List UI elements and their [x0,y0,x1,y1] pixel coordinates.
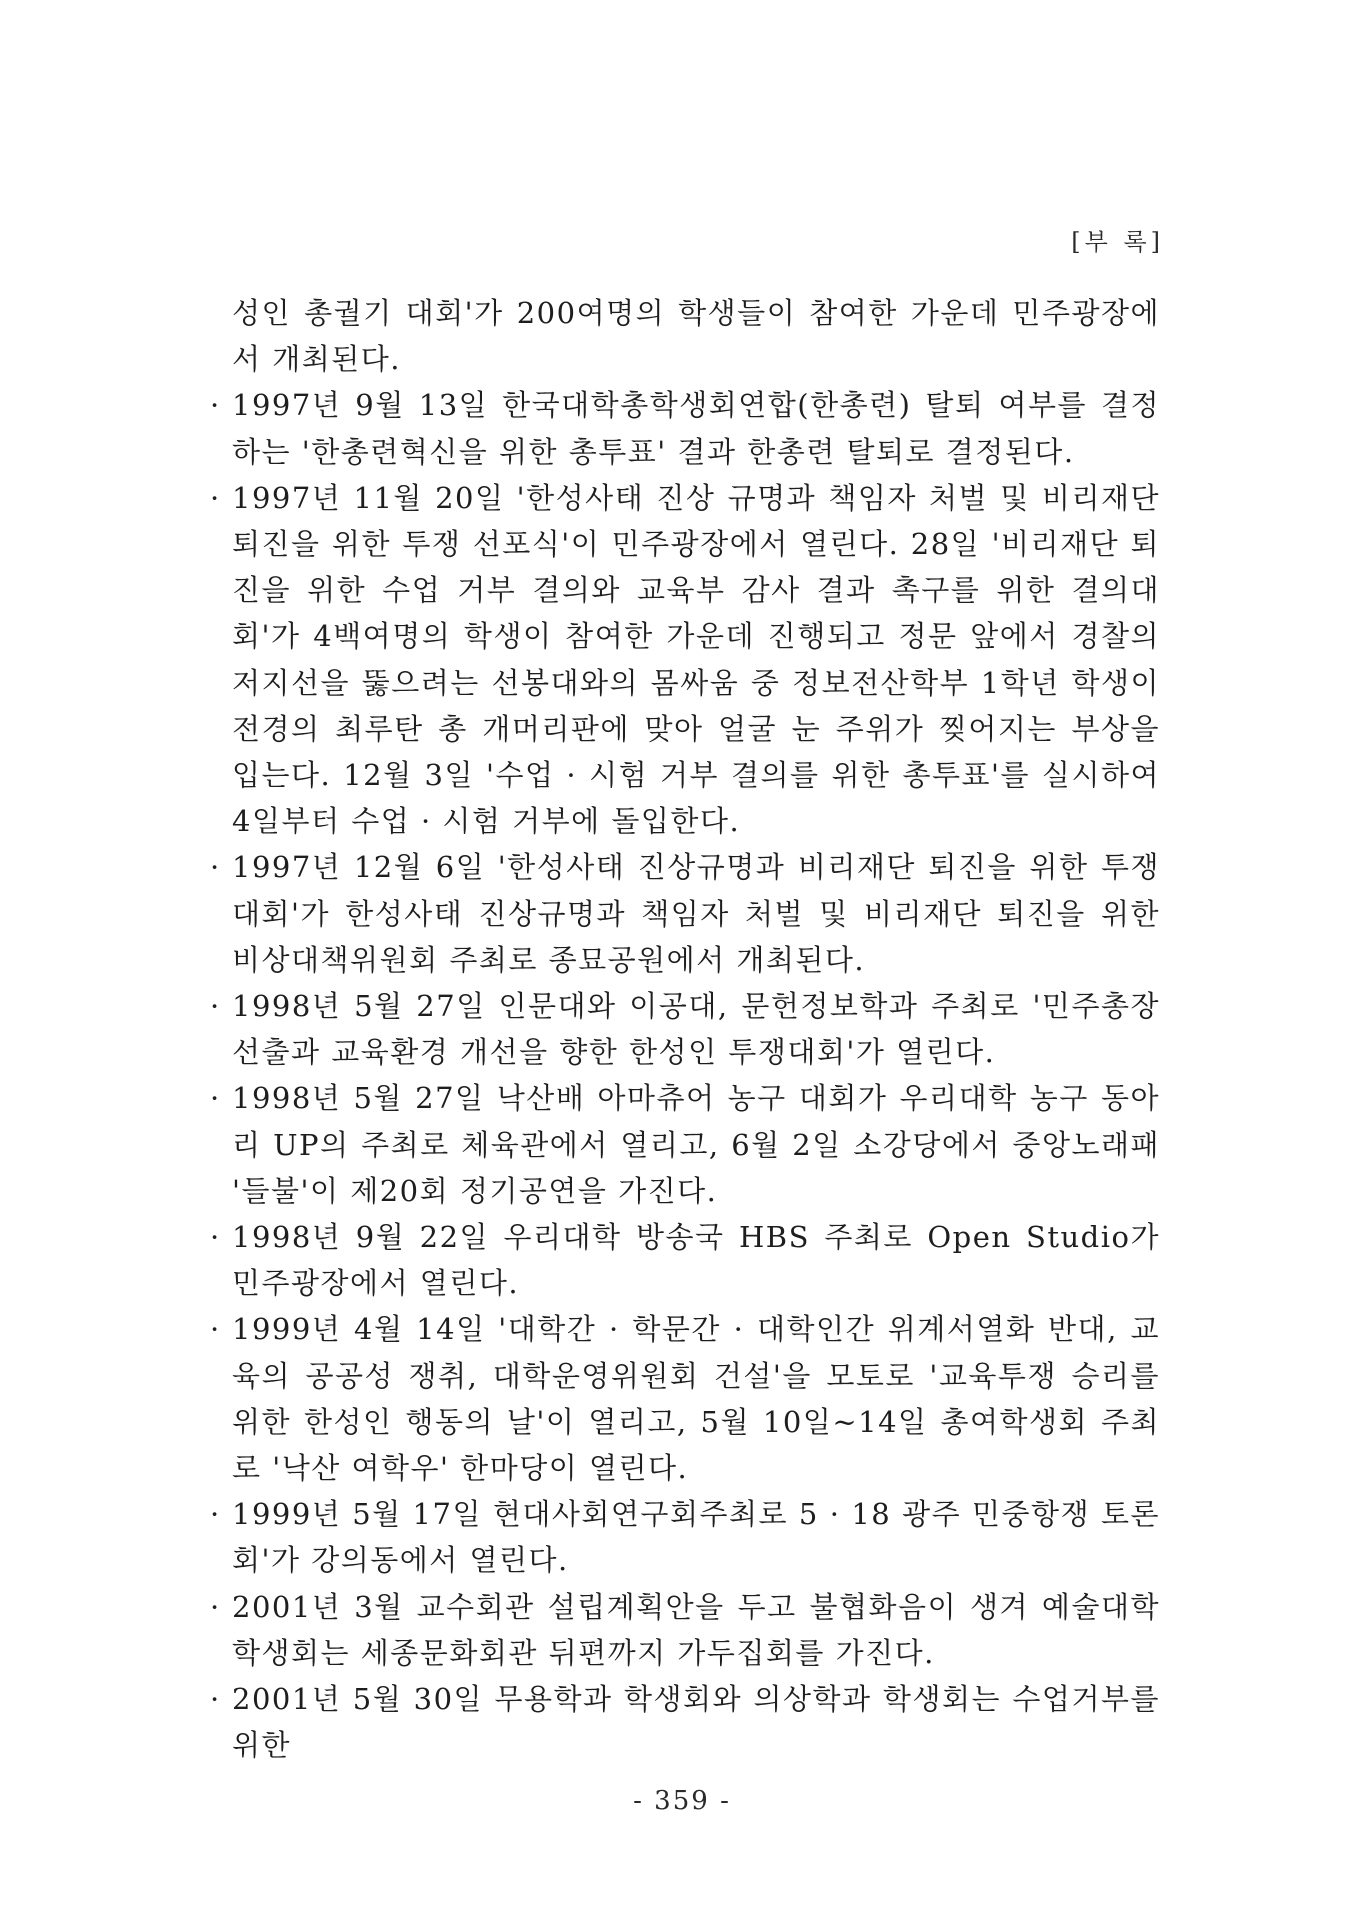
bullet-mark: · [210,388,221,423]
list-item-text: 1999년 5월 17일 현대사회연구회주최로 5 · 18 광주 민중항쟁 토론회'가 강의동에서 열린다. [232,1497,1160,1578]
list-item-text: 1999년 4월 14일 '대학간 · 학문간 · 대학인간 위계서열화 반대, 교육의 공공성 쟁취, 대학운영위원회 건설'을 모토로 '교육투쟁 승리를 위한 한성인 행동의 날'이 열리고, 5월 10일~14일 총여학생회 주최로 '낙산 여학우' 한마당이 열린다. [232,1312,1160,1486]
list-item-text: 1998년 9월 22일 우리대학 방송국 HBS 주최로 Open Studio가 민주광장에서 열린다. [232,1220,1160,1301]
list-item [210,1306,1160,1491]
list-item-text: 1998년 5월 27일 인문대와 이공대, 문헌정보학과 주최로 '민주총장 선출과 교육환경 개선을 향한 한성인 투쟁대회'가 열린다. [232,989,1160,1070]
page-number: - 359 - [633,1786,731,1816]
list-item [210,1584,1160,1676]
bullet-mark: · [210,989,221,1024]
bullet-mark: · [210,1312,221,1347]
list-item-text: 1997년 9월 13일 한국대학총학생회연합(한총련) 탈퇴 여부를 결정하는 '한총련혁신을 위한 총투표' 결과 한총련 탈퇴로 결정된다. [232,388,1160,469]
bullet-mark: · [210,1220,221,1255]
list-item-text: 2001년 5월 30일 무용학과 학생회와 의상학과 학생회는 수업거부를 위한 [232,1682,1160,1763]
list-item-text: 1997년 11월 20일 '한성사태 진상 규명과 책임자 처벌 및 비리재단 퇴진을 위한 투쟁 선포식'이 민주광장에서 열린다. 28일 '비리재단 퇴진을 위한 수업 거부 결의와 교육부 감사 결과 촉구를 위한 결의대회'가 4백여명의 학생이 참여한 가운데 진행되고 정문 앞에서 경찰의 저지선을 뚫으려는 선봉대와의 몸싸움 중 정보전산학부 1학년 학생이 전경의 최루탄 총 개머리판에 맞아 얼굴 눈 주위가 찢어지는 부상을 입는다. 12월 3일 '수업 · 시험 거부 결의를 위한 총투표'를 실시하여 4일부터 수업 · 시험 거부에 돌입한다. [232,480,1160,839]
list-item-text: 1997년 12월 6일 '한성사태 진상규명과 비리재단 퇴진을 위한 투쟁대회'가 한성사태 진상규명과 책임자 처벌 및 비리재단 퇴진을 위한 비상대책위원회 주최로 종묘공원에서 개최된다. [232,850,1160,977]
list-item [210,1214,1160,1306]
list-item [210,1491,1160,1583]
bullet-mark: · [210,1497,221,1532]
continued-paragraph: 성인 총궐기 대회'가 200여명의 학생들이 참여한 가운데 민주광장에서 개최된다. [232,296,1160,377]
list-item [210,1075,1160,1214]
body-text [210,290,1160,1769]
bullet-mark: · [210,850,221,885]
bullet-mark: · [210,480,221,515]
list-item [210,382,1160,474]
list-item-text: 2001년 3월 교수회관 설립계획안을 두고 불협화음이 생겨 예술대학 학생회는 세종문화회관 뒤편까지 가두집회를 가진다. [232,1589,1160,1670]
bullet-mark: · [210,1081,221,1116]
list-item-text: 1998년 5월 27일 낙산배 아마츄어 농구 대회가 우리대학 농구 동아리 UP의 주최로 체육관에서 열리고, 6월 2일 소강당에서 중앙노래패 '들불'이 제20회 정기공연을 가진다. [232,1081,1160,1208]
list-item [210,475,1160,845]
section-tag: [부 록] [1071,228,1164,256]
list-item [210,1676,1160,1768]
bullet-mark: · [210,1682,221,1717]
list-item [210,844,1160,983]
list-item [210,983,1160,1075]
bullet-mark: · [210,1589,221,1624]
